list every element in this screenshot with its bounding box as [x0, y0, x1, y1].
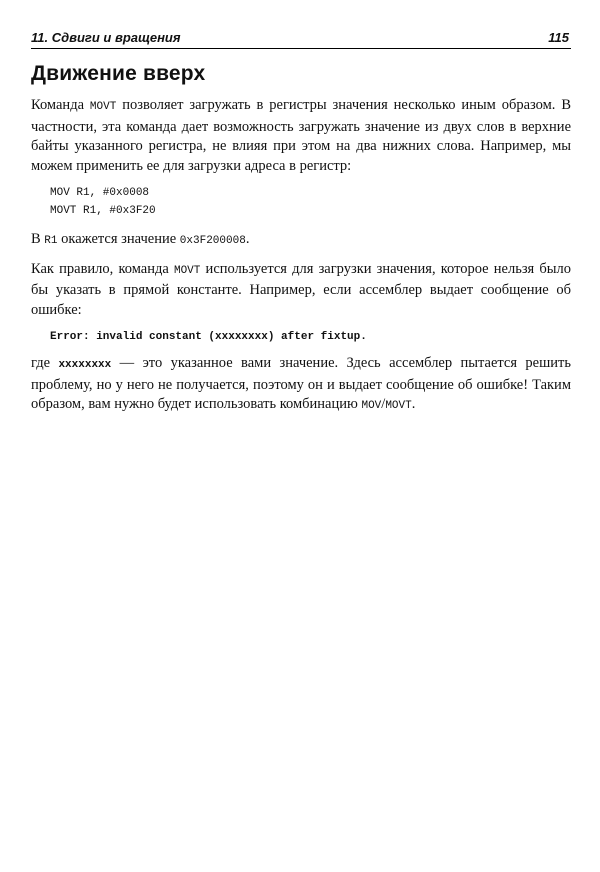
- chapter-title: 11. Сдвиги и вращения: [31, 30, 181, 45]
- page-body: [31, 96, 571, 425]
- section-heading: Движение вверх: [31, 62, 206, 85]
- inline-code: xxxxxxxx: [58, 359, 112, 371]
- running-header: [31, 30, 571, 49]
- inline-code: 0x3F200008: [179, 235, 246, 247]
- inline-code: MOVT: [89, 101, 117, 113]
- paragraph-usage: Как правило, команда MOVT используется для загрузки значения, которое нельзя было бы указать в прямой константе. Например, если ассемблер выдает сообщение об ошибке:: [31, 260, 571, 318]
- paragraph-explanation: где xxxxxxxx — это указанное вами значение. Здесь ассемблер пытается решить проблему, но у него не получается, поэтому он и выдает сообщение об ошибке! Таким образом, вам нужно будет использовать комбинацию MOV/MOVT.: [31, 355, 571, 412]
- paragraph-result: В R1 окажется значение 0x3F200008.: [31, 231, 250, 247]
- code-line: MOV R1, #0x0008: [50, 187, 150, 199]
- page-number: 115: [548, 30, 569, 45]
- inline-code: MOVT: [173, 264, 201, 277]
- code-block: [50, 184, 571, 220]
- inline-code: MOV: [361, 400, 382, 412]
- inline-code: R1: [44, 235, 58, 247]
- code-line: MOVT R1, #0x3F20: [50, 205, 156, 217]
- paragraph-intro: Команда MOVT позволяет загружать в регистры значения несколько иным образом. В частности, эта команда дает возможность загружать значение из двух слов в верхние байты указанного регистра, не влияя при этом на два нижних слова. Например, мы можем применить ее для загрузки адреса в регистр:: [31, 97, 571, 174]
- inline-code: MOVT: [385, 400, 412, 412]
- error-message: Error: invalid constant (xxxxxxxx) after fixtup.: [50, 331, 367, 343]
